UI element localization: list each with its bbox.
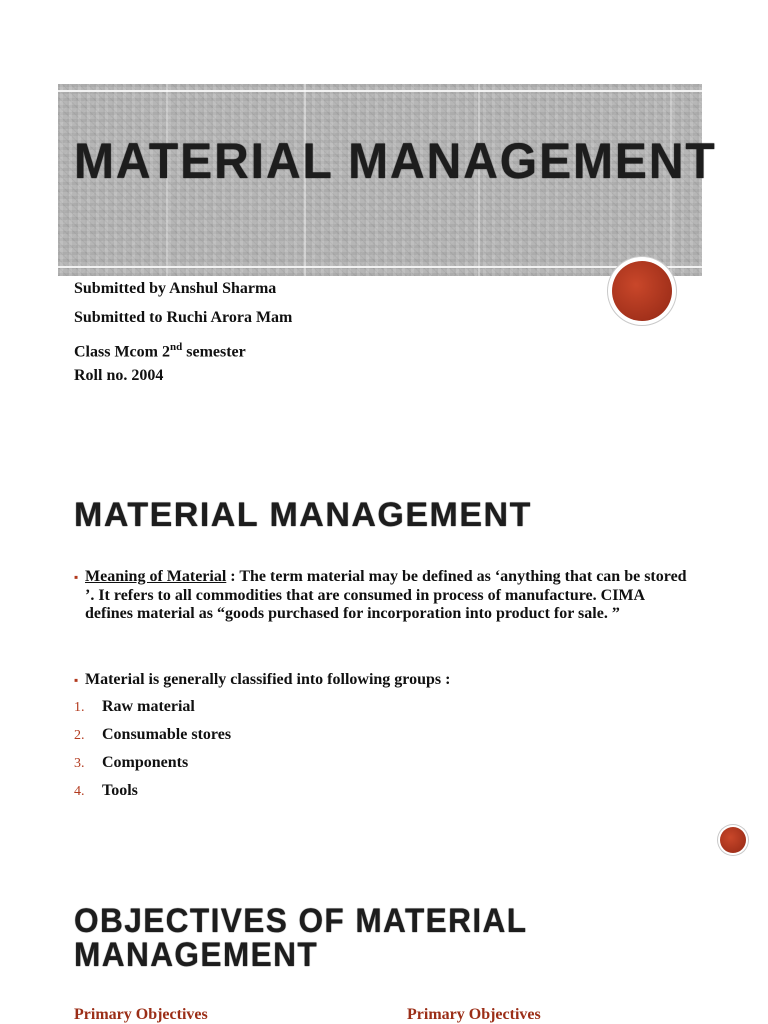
slide-title: OBJECTIVES OF MATERIAL MANAGEMENT	[74, 902, 527, 974]
primary-objectives-heading: Primary Objectives	[407, 1006, 541, 1023]
class-superscript: nd	[169, 341, 183, 353]
slide-title: MATERIAL MANAGEMENT	[74, 496, 532, 534]
list-number: 1.	[74, 700, 85, 715]
list-item	[74, 754, 231, 782]
bullet-icon: ▪	[74, 570, 79, 584]
list-label: Consumable stores	[102, 726, 232, 743]
meaning-text-block	[85, 568, 694, 624]
list-item	[74, 726, 231, 754]
submitted-by: Submitted by Anshul Sharma	[74, 280, 277, 297]
material-groups-list	[74, 698, 231, 810]
roll-number: Roll no. 2004	[74, 367, 164, 384]
presentation-title: MATERIAL MANAGEMENT	[74, 133, 717, 189]
class-info	[74, 336, 292, 365]
submitted-to: Submitted to Ruchi Arora Mam	[74, 309, 293, 326]
list-number: 4.	[74, 784, 85, 799]
decorative-circle-fill	[612, 261, 672, 321]
list-label: Raw material	[102, 698, 195, 715]
class-prefix: Class Mcom 2	[74, 343, 170, 361]
list-item	[74, 782, 231, 810]
decorative-circle	[718, 825, 748, 855]
submission-info	[74, 278, 292, 394]
list-number: 3.	[74, 756, 85, 771]
classification-text: Material is generally classified into following groups :	[85, 671, 451, 688]
title-slide	[0, 0, 768, 428]
banner-rule-bottom	[58, 266, 702, 268]
decorative-circle-fill	[720, 827, 746, 853]
bullet-icon: ▪	[74, 673, 79, 687]
content-slide	[0, 430, 768, 860]
list-label: Tools	[102, 782, 138, 799]
list-item	[74, 698, 231, 726]
banner-rule-top	[58, 90, 702, 92]
classification-paragraph	[74, 671, 694, 690]
list-number: 2.	[74, 728, 85, 743]
meaning-term: Meaning of Material	[85, 568, 227, 585]
meaning-paragraph	[74, 568, 694, 624]
list-label: Components	[102, 754, 189, 771]
class-suffix: semester	[182, 343, 246, 361]
meaning-definition: : The term material may be defined as ‘anything that can be stored ’. It refers to all commodities that are consumed in process of manufacture. CIMA defines material as “goods purchased for incorporation into product for sale. ”	[85, 568, 687, 622]
primary-objectives-heading: Primary Objectives	[74, 1006, 208, 1023]
objectives-slide	[0, 862, 768, 1024]
decorative-circle	[608, 257, 676, 325]
